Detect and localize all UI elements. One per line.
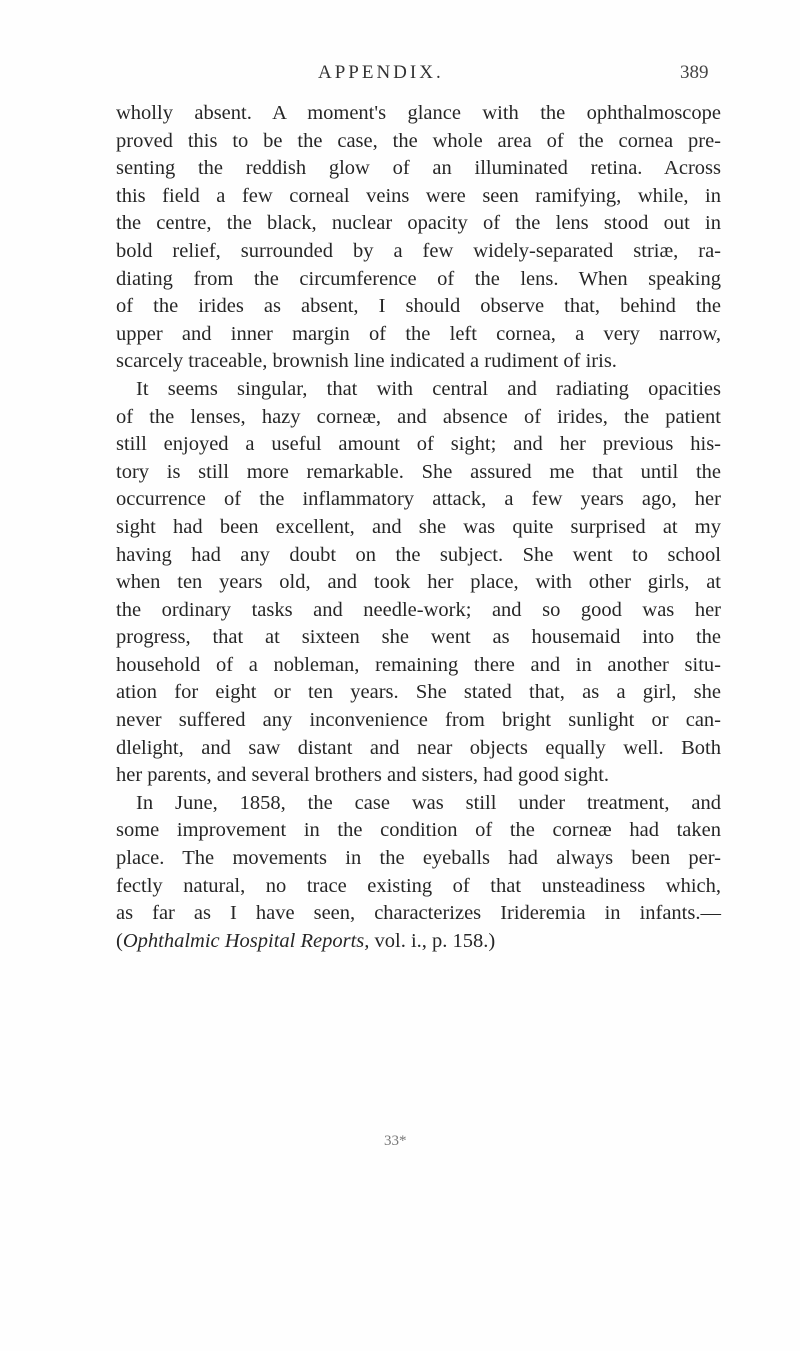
text-line: of the lenses, hazy corneæ, and absence of irides, the patient <box>116 405 721 428</box>
text-line: some improvement in the condition of the corneæ had taken <box>116 819 721 842</box>
text-line: ation for eight or ten years. She stated that, as a girl, she <box>116 681 721 704</box>
text-line: proved this to be the case, the whole area of the cornea pre- <box>116 129 721 152</box>
citation-open: ( <box>116 929 123 952</box>
text-line: progress, that at sixteen she went as housemaid into the <box>116 626 721 649</box>
text-line: sight had been excellent, and she was quite surprised at my <box>116 515 721 538</box>
text-line: the ordinary tasks and needle-work; and so good was her <box>116 598 721 621</box>
text-line: still enjoyed a useful amount of sight; and her previous his- <box>116 433 721 456</box>
running-title: APPENDIX. <box>318 62 444 83</box>
text-line: as far as I have seen, characterizes Irideremia in infants.— <box>116 902 721 925</box>
paragraph-start-line: It seems singular, that with central and radiating opacities <box>136 377 721 400</box>
citation-title: Ophthalmic Hospital Reports, <box>122 929 370 952</box>
text-line: place. The movements in the eyeballs had always been per- <box>116 847 721 870</box>
text-line: fectly natural, no trace existing of that unsteadiness which, <box>116 874 721 897</box>
text-line: dlelight, and saw distant and near objects equally well. Both <box>116 736 721 759</box>
text-line: household of a nobleman, remaining there and in another situ- <box>116 653 721 676</box>
page-number: 389 <box>680 62 709 83</box>
text-line: when ten years old, and took her place, with other girls, at <box>116 571 721 594</box>
paragraph-start-line: In June, 1858, the case was still under treatment, and <box>136 791 721 814</box>
text-line: bold relief, surrounded by a few widely-separated striæ, ra- <box>116 239 721 262</box>
text-line: wholly absent. A moment's glance with the ophthalmoscope <box>116 102 721 124</box>
text-line: scarcely traceable, brownish line indicated a rudiment of iris. <box>116 350 617 373</box>
text-line: having had any doubt on the subject. She went to school <box>116 543 721 566</box>
text-line: occurrence of the inflammatory attack, a few years ago, her <box>116 488 721 511</box>
body-text <box>116 100 721 955</box>
text-line: diating from the circumference of the lens. When speaking <box>116 267 721 290</box>
text-line: tory is still more remarkable. She assured me that until the <box>116 460 721 483</box>
text-line: never suffered any inconvenience from bright sunlight or can- <box>116 709 721 732</box>
text-line: of the irides as absent, I should observe that, behind the <box>116 295 721 318</box>
text-line: her parents, and several brothers and sisters, had good sight. <box>116 764 610 787</box>
text-line: the centre, the black, nuclear opacity of the lens stood out in <box>116 212 721 235</box>
citation-rest: vol. i., p. 158.) <box>369 929 496 952</box>
citation-line <box>116 928 721 956</box>
signature-mark: 33* <box>384 1133 407 1149</box>
text-line: senting the reddish glow of an illuminated retina. Across <box>116 157 721 180</box>
running-head <box>0 62 800 92</box>
text-line: upper and inner margin of the left cornea, a very narrow, <box>116 322 721 345</box>
text-line: this field a few corneal veins were seen ramifying, while, in <box>116 184 721 207</box>
